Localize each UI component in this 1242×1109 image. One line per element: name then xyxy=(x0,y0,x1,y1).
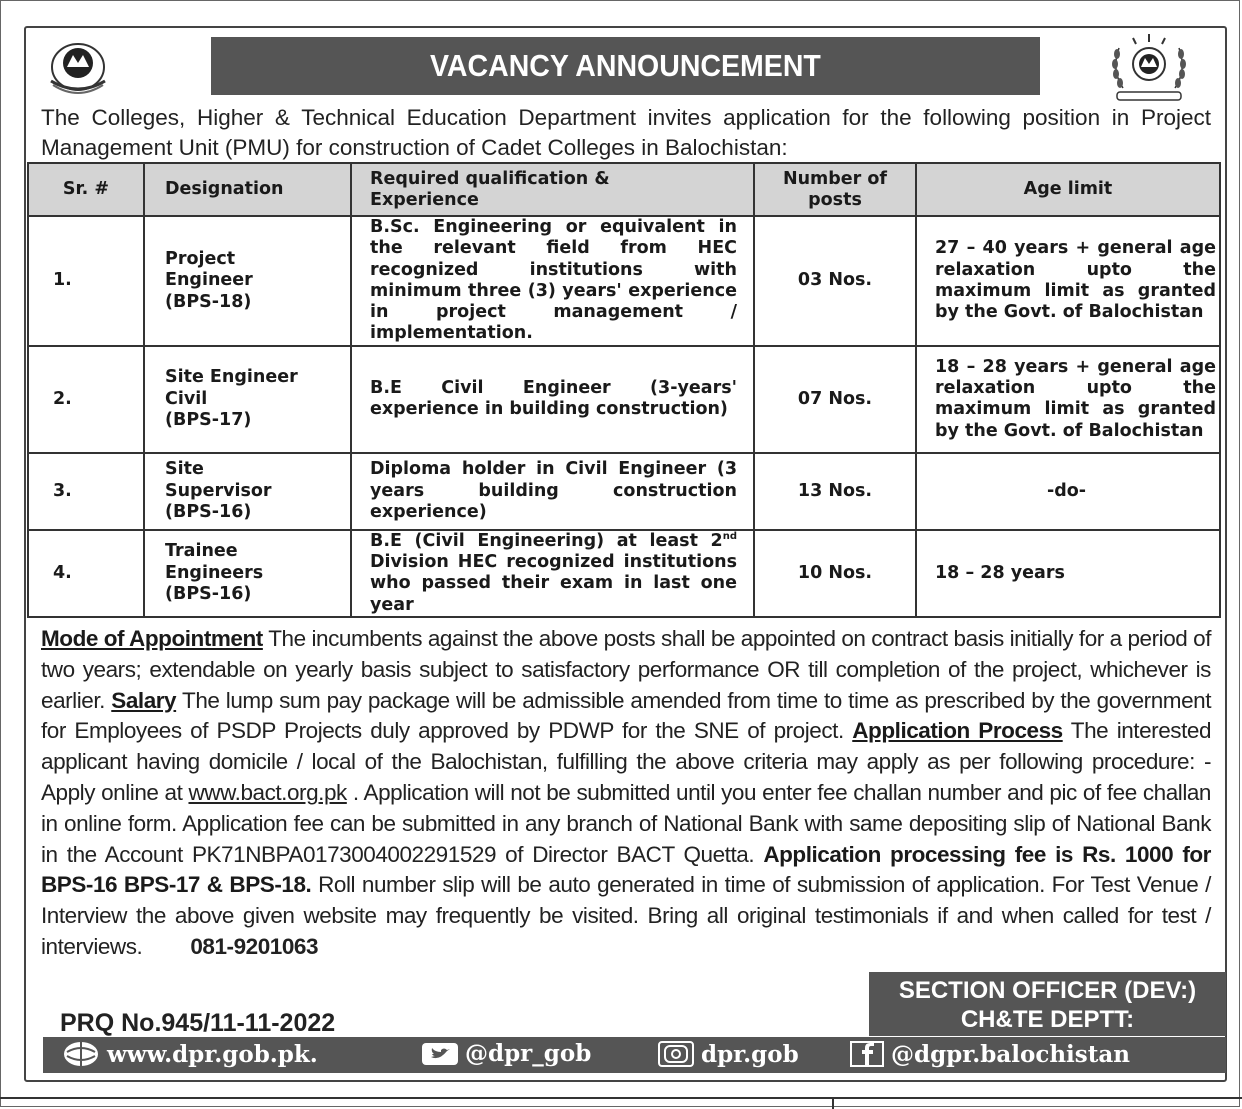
table-row xyxy=(28,346,1220,453)
signature-line-2: CH&TE DEPTT: xyxy=(960,1006,1135,1033)
designation-line: Civil xyxy=(165,388,208,409)
application-process-text-2: . Application will not be submitted until you enter fee challan number and pic of fee challan in online form. Application fee can be submitted in any branch of National Bank with same depositing slip of National Bank in the Account PK71NBPA0173004002291529 of Director BACT Quetta. xyxy=(41,779,1211,867)
row-designation xyxy=(144,530,351,617)
row-sr: 3. xyxy=(28,453,144,530)
ordinal-suffix: nd xyxy=(722,530,737,542)
footer-twitter[interactable] xyxy=(421,1040,591,1067)
designation-line: (BPS-16) xyxy=(165,501,252,522)
vacancy-table xyxy=(27,162,1221,618)
designation-line: Site xyxy=(165,459,204,480)
table-row xyxy=(28,530,1220,617)
designation-line: (BPS-17) xyxy=(165,409,252,430)
mode-of-appointment-heading: Mode of Appointment xyxy=(41,626,263,651)
table-row xyxy=(28,453,1220,530)
twitter-icon xyxy=(421,1041,459,1067)
header-qualification xyxy=(351,163,754,216)
salary-heading: Salary xyxy=(111,687,177,713)
footer-facebook-text: @dgpr.balochistan xyxy=(891,1040,1130,1068)
phone-number: 081-9201063 xyxy=(190,933,319,959)
row-age-limit: 18 – 28 years xyxy=(916,530,1220,617)
row-sr: 2. xyxy=(28,346,144,453)
balochistan-emblem-left-icon xyxy=(43,37,113,97)
designation-line: (BPS-18) xyxy=(165,291,252,312)
footer-website-text: www.dpr.gob.pk. xyxy=(107,1040,318,1068)
header-posts xyxy=(754,163,916,216)
designation-line: Engineers xyxy=(165,562,264,583)
application-process-text-1: The interested applicant having domicile / local of the Balochistan, fulfilling the above criteria may apply as per following procedure: - Apply online at xyxy=(41,718,1212,805)
processing-fee-text: Application processing fee is Rs. 1000 for BPS-16 BPS-17 & BPS-18. xyxy=(41,841,1211,898)
terms-paragraph xyxy=(41,624,1211,963)
footer-instagram[interactable] xyxy=(657,1040,799,1068)
title-banner xyxy=(211,37,1040,95)
mode-of-appointment-text: The incumbents against the above posts shall be appointed on contract basis initially for a period of two years; extendable on yearly basis subject to satisfactory performance OR till completion of the project, whichever is earlier. xyxy=(41,626,1211,713)
bottom-rule xyxy=(0,1097,1242,1099)
signature-line-1: SECTION OFFICER (DEV:) xyxy=(898,977,1197,1004)
table-header-row xyxy=(28,163,1220,216)
intro-paragraph xyxy=(41,103,1211,163)
row-designation xyxy=(144,346,351,453)
header-age: Age limit xyxy=(916,163,1220,216)
designation-line: Project xyxy=(165,248,236,269)
row-sr: 4. xyxy=(28,530,144,617)
instagram-icon xyxy=(657,1040,695,1068)
row-posts: 03 Nos. xyxy=(754,216,916,346)
salary-text: The lump sum pay package will be admissible amended from time to time as prescribed by the government for Employees of PSDP Projects duly approved by PDWP for the SNE of project. xyxy=(41,687,1211,744)
government-seal-right-icon xyxy=(1103,30,1195,104)
row-qualification xyxy=(351,530,754,617)
row-age-limit: 18 – 28 years + general age relaxation upto the maximum limit as granted by the Govt. of Balochistan xyxy=(916,346,1220,453)
globe-icon xyxy=(61,1040,101,1068)
page-title: VACANCY ANNOUNCEMENT xyxy=(430,48,821,83)
row-qualification: B.Sc. Engineering or equivalent in the relevant field from HEC recognized institutions with minimum three (3) years' experience in project management / implementation. xyxy=(351,216,754,346)
row-qualification: Diploma holder in Civil Engineer (3 years building construction experience) xyxy=(351,453,754,530)
designation-line: (BPS-16) xyxy=(165,584,252,605)
header-sr: Sr. # xyxy=(28,163,144,216)
bottom-tick xyxy=(832,1097,834,1109)
social-footer-bar xyxy=(43,1037,1226,1073)
row-qualification: B.E Civil Engineer (3-years' experience in building construction) xyxy=(351,346,754,453)
application-process-heading: Application Process xyxy=(852,718,1063,744)
facebook-icon xyxy=(849,1040,885,1068)
signature-block xyxy=(869,972,1226,1036)
designation-line: Engineer xyxy=(165,270,253,291)
qualification-text-b: Division HEC recognized institutions who passed their exam in last one year xyxy=(370,552,737,615)
footer-instagram-text: dpr.gob xyxy=(701,1040,799,1068)
website-link[interactable]: www.bact.org.pk xyxy=(188,779,347,805)
designation-line: Trainee xyxy=(165,541,238,562)
row-age-limit: -do- xyxy=(916,453,1220,530)
row-posts: 13 Nos. xyxy=(754,453,916,530)
table-row xyxy=(28,216,1220,346)
row-sr: 1. xyxy=(28,216,144,346)
header-qualification-line-1: Required qualification & xyxy=(370,168,610,189)
intro-line-2: Management Unit (PMU) for construction of Cadet Colleges in Balochistan: xyxy=(41,135,788,160)
designation-line: Supervisor xyxy=(165,480,272,501)
intro-line-1: The Colleges, Higher & Technical Education Department invites application for the following position in Project xyxy=(41,105,1211,130)
closing-text: Roll number slip will be auto generated in time of submission of application. For Test Venue / Interview the above given website may frequently be visited. Bring all original testimonials if and when called for test / interviews. xyxy=(41,872,1211,959)
row-designation xyxy=(144,453,351,530)
header-posts-line-2: posts xyxy=(808,189,862,210)
header-posts-line-1: Number of xyxy=(782,168,888,189)
prq-number: PRQ No.945/11-11-2022 xyxy=(60,1009,336,1037)
footer-facebook[interactable] xyxy=(849,1040,1130,1068)
header-designation: Designation xyxy=(144,163,351,216)
footer-twitter-text: @dpr_gob xyxy=(465,1040,592,1067)
qualification-text-a: B.E (Civil Engineering) at least 2 xyxy=(370,530,723,551)
header-qualification-line-2: Experience xyxy=(370,189,479,210)
row-posts: 10 Nos. xyxy=(754,530,916,617)
row-age-limit: 27 – 40 years + general age relaxation upto the maximum limit as granted by the Govt. of Balochistan xyxy=(916,216,1220,346)
designation-line: Site Engineer xyxy=(165,367,298,388)
footer-website[interactable] xyxy=(61,1040,318,1068)
row-designation xyxy=(144,216,351,346)
row-posts: 07 Nos. xyxy=(754,346,916,453)
